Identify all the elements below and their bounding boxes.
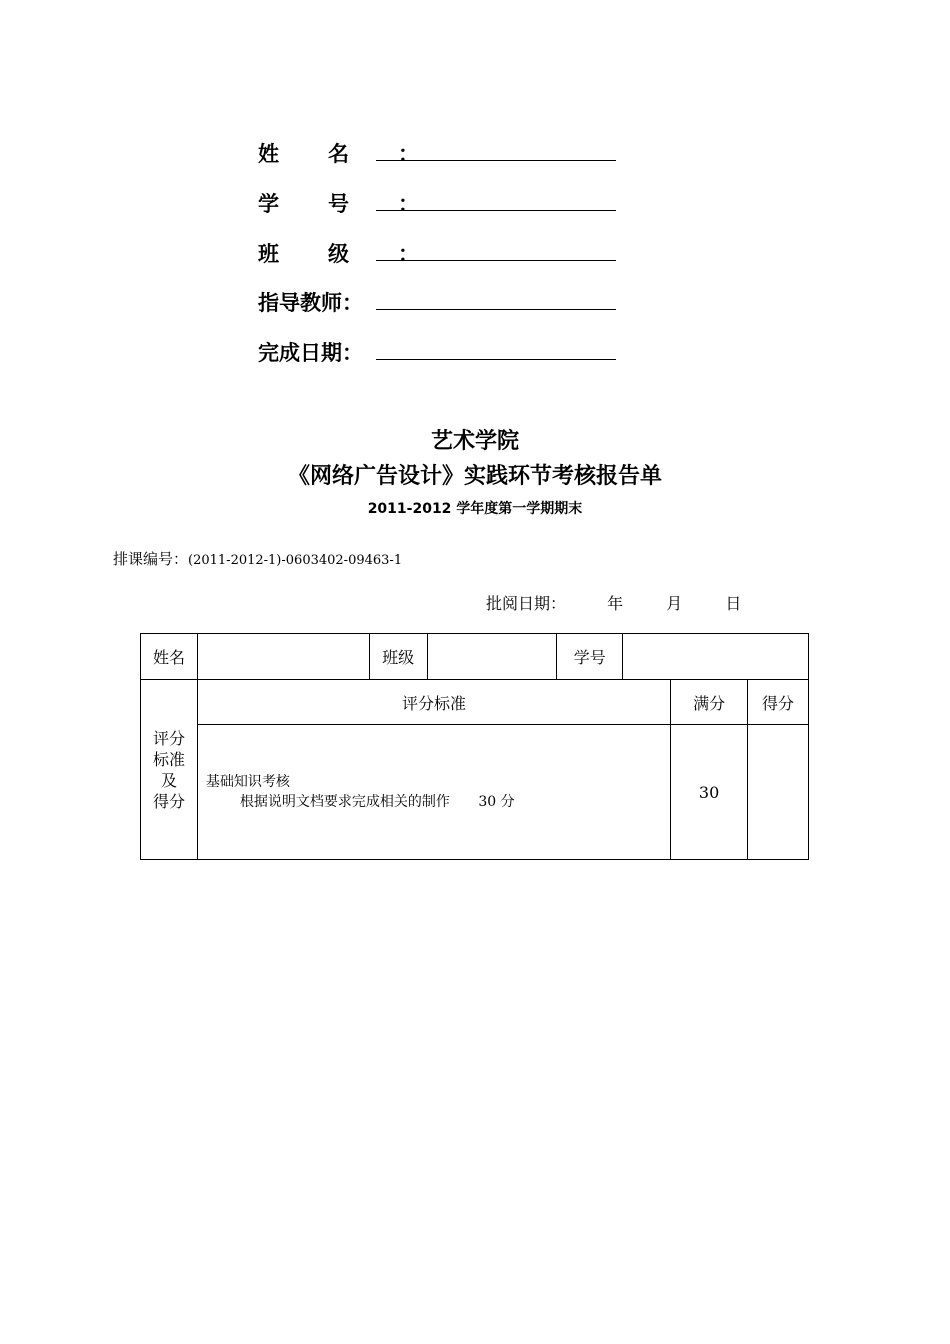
name-cell[interactable] — [197, 634, 369, 680]
name-label: 姓名： — [258, 142, 468, 166]
criteria-item-title: 基础知识考核 — [205, 774, 290, 790]
review-month: 月 — [666, 594, 683, 613]
student-id-cell[interactable] — [623, 634, 809, 680]
score-header: 得分 — [748, 680, 809, 725]
student-id-label: 学号： — [258, 192, 468, 216]
completion-date-label: 完成日期： — [258, 341, 363, 365]
student-id-underline[interactable] — [376, 210, 616, 211]
section-label-line-2: 标准 — [152, 749, 185, 769]
class-label: 班级： — [258, 242, 468, 266]
criteria-item-desc: 根据说明文档要求完成相关的制作 — [239, 794, 450, 810]
name-header: 姓名 — [141, 634, 198, 680]
student-id-header: 学号 — [557, 634, 623, 680]
assessment-table — [140, 633, 809, 860]
criteria-header: 评分标准 — [197, 680, 670, 725]
name-underline[interactable] — [376, 160, 616, 161]
review-day: 日 — [725, 594, 742, 613]
term-subtitle: 2011-2012 学年度第一学期期末 — [367, 501, 583, 517]
class-cell[interactable] — [427, 634, 557, 680]
score-cell[interactable] — [748, 725, 809, 860]
section-label — [141, 680, 198, 860]
review-date — [486, 591, 741, 614]
criteria-item — [197, 725, 670, 860]
completion-date-underline[interactable] — [376, 359, 616, 360]
class-header: 班级 — [369, 634, 427, 680]
section-label-line-4: 得分 — [152, 791, 185, 811]
criteria-item-points: 30 分 — [478, 794, 515, 810]
full-score-value: 30 — [671, 725, 748, 860]
course-number-value: (2011-2012-1)-0603402-09463-1 — [188, 553, 403, 568]
teacher-underline[interactable] — [376, 309, 616, 310]
full-score-header: 满分 — [671, 680, 748, 725]
review-date-label: 批阅日期： — [486, 594, 567, 613]
section-label-line-1: 评分 — [152, 728, 185, 748]
course-number — [113, 548, 402, 569]
section-label-line-3: 及 — [160, 770, 177, 790]
criteria-item-desc-line — [206, 792, 670, 812]
report-title: 《网络广告设计》实践环节考核报告单 — [287, 464, 662, 489]
review-year: 年 — [607, 594, 624, 613]
class-underline[interactable] — [376, 260, 616, 261]
course-number-label: 排课编号： — [113, 550, 189, 568]
teacher-label: 指导教师： — [258, 291, 363, 315]
college-title: 艺术学院 — [430, 429, 519, 454]
